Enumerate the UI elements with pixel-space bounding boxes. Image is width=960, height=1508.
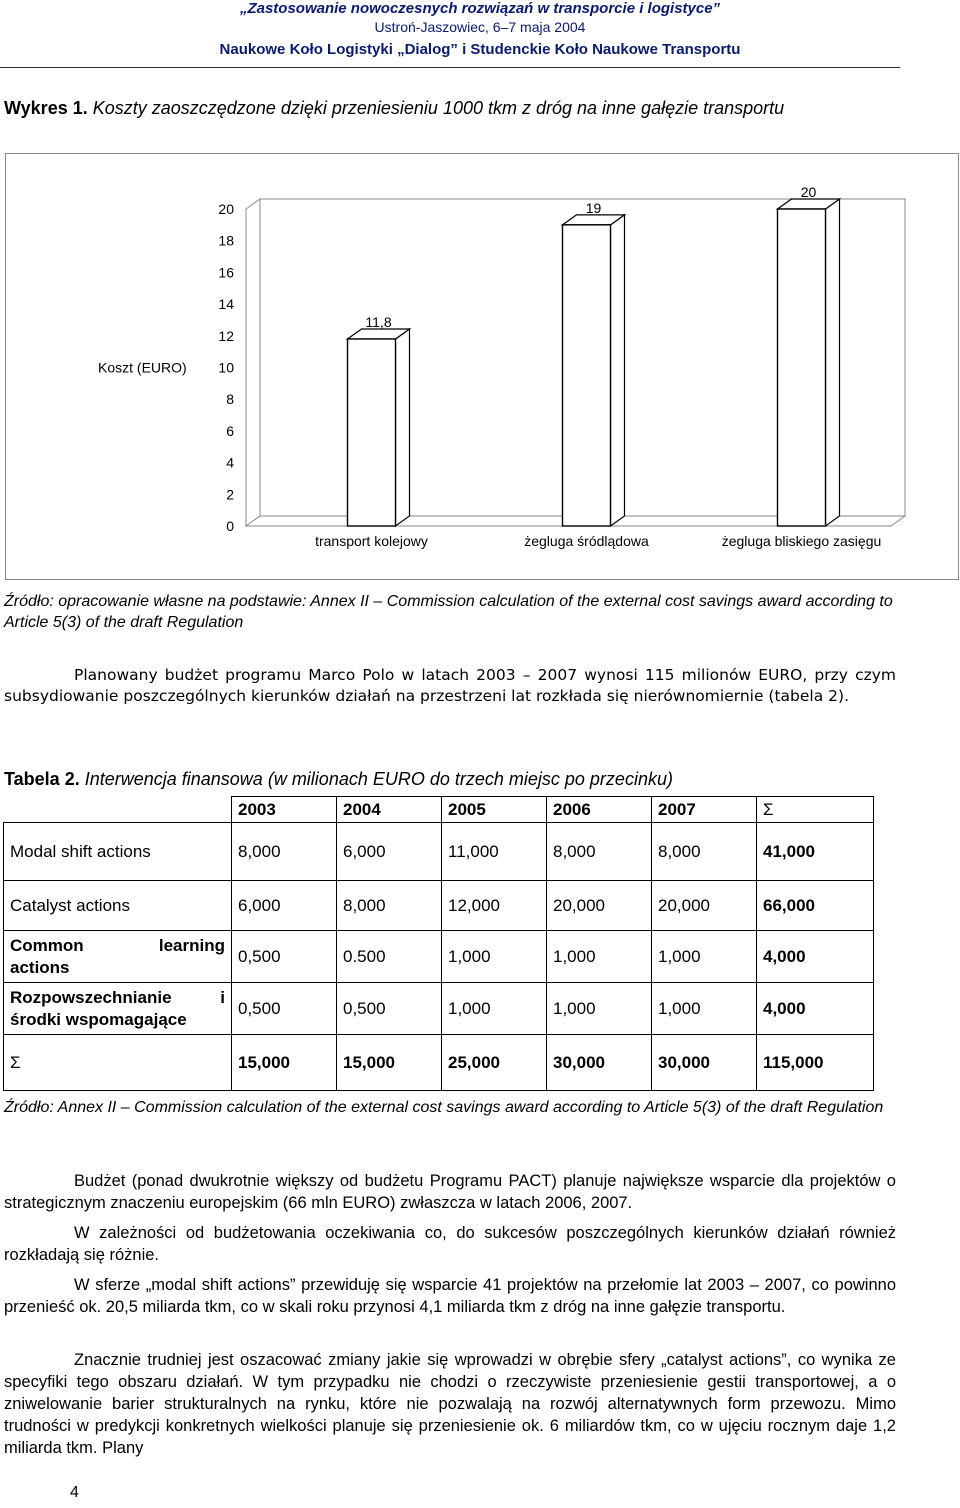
header-rule <box>0 67 900 68</box>
table-row <box>4 881 874 931</box>
y-tick-label: 2 <box>226 486 234 503</box>
bar-chart <box>6 154 958 579</box>
row-label-line: Rozpowszechnianie i <box>10 987 225 1007</box>
conference-place-date: Ustroń-Jaszowiec, 6–7 maja 2004 <box>374 19 586 35</box>
table-cell: 15,000 <box>232 1035 337 1091</box>
table-caption-label: Tabela 2. <box>4 769 80 789</box>
row-label-line: actions <box>10 957 70 977</box>
row-label-line: środki wspomagające <box>10 1009 187 1029</box>
paragraph: Budżet (ponad dwukrotnie większy od budżetu Programu PACT) planuje największe wsparcie dla projektów o strategicznym znaczeniu europejskim (66 mln EURO) zwłaszcza w latach 2006, 2007. <box>4 1172 896 1212</box>
table-row <box>4 823 874 881</box>
data-label: 20 <box>800 184 817 200</box>
total-label: Σ <box>4 1035 232 1091</box>
x-category-label: żegluga śródlądowa <box>524 533 649 549</box>
table-cell: 8,000 <box>547 823 652 881</box>
y-tick-label: 18 <box>218 232 234 249</box>
figure-caption-text: Koszty zaoszczędzone dzięki przeniesieniu 1000 tkm z dróg na inne gałęzie transportu <box>92 98 785 118</box>
row-label-line: Common learning <box>10 935 225 955</box>
table-cell: 0,500 <box>337 983 442 1035</box>
paragraph: Znacznie trudniej jest oszacować zmiany jakie się wprowadzi w obrębie sfery „catalyst actions”, co wynika ze specyfiki tego obszaru działań. W tym przypadku nie chodzi o rzeczywiste przeniesienie gestii transportowej, a o zniwelowanie barier strukturalnych na rynku, które nie pozwalają na rozwój alternatywnych form przewozu. Mimo trudności w predykcji konkretnych wielkości planuje się przeniesienie ok. 6 miliardów tkm, co w ujęciu rocznym daje 1,2 miliarda tkm. Plany <box>4 1351 896 1457</box>
table-cell: 8,000 <box>232 823 337 881</box>
table-cell: 15,000 <box>337 1035 442 1091</box>
figure-caption <box>4 96 899 120</box>
table-cell: 25,000 <box>442 1035 547 1091</box>
bar <box>778 209 826 526</box>
row-label <box>4 983 232 1035</box>
table-cell: 1,000 <box>442 931 547 983</box>
paragraph: W sferze „modal shift actions” przewiduję się wsparcie 41 projektów na przełomie lat 2003 – 2007, co powinno przenieść ok. 20,5 miliarda tkm, co w skali roku przynosi 4,1 miliarda tkm z dróg na inne gałęzie transportu. <box>4 1276 896 1316</box>
y-axis-label: Koszt (EURO) <box>98 359 187 376</box>
data-label: 11,8 <box>365 313 392 330</box>
row-sum: 4,000 <box>757 931 874 983</box>
table-cell: 8,000 <box>337 881 442 931</box>
bar-side <box>396 329 410 526</box>
header-year-2006: 2006 <box>547 797 652 823</box>
chart-side-wall <box>246 199 260 526</box>
table-cell: 1,000 <box>442 983 547 1035</box>
page-number: 4 <box>70 1484 79 1501</box>
x-category-label: żegluga bliskiego zasięgu <box>721 533 882 549</box>
table-cell: 1,000 <box>652 931 757 983</box>
table-cell: 0,500 <box>232 983 337 1035</box>
financial-table <box>3 796 874 1091</box>
conference-title: „Zastosowanie nowoczesnych rozwiązań w transporcie i logistyce” <box>239 0 721 17</box>
row-sum: 66,000 <box>757 881 874 931</box>
table-cell: 20,000 <box>652 881 757 931</box>
bar-side <box>611 215 625 526</box>
table-cell: 20,000 <box>547 881 652 931</box>
y-tick-label: 4 <box>226 454 234 471</box>
table-caption <box>4 769 673 790</box>
table-cell: 6,000 <box>337 823 442 881</box>
table-cell: 8,000 <box>652 823 757 881</box>
table-cell: 0.500 <box>337 931 442 983</box>
figure-caption-label: Wykres 1. <box>4 98 88 118</box>
y-tick-label: 6 <box>226 422 234 439</box>
table-cell: 1,000 <box>547 983 652 1035</box>
organizers: Naukowe Koło Logistyki „Dialog” i Studenckie Koło Naukowe Transportu <box>219 41 741 58</box>
bar <box>563 225 611 526</box>
total-sum: 115,000 <box>757 1035 874 1091</box>
table-cell: 12,000 <box>442 881 547 931</box>
row-label: Catalyst actions <box>4 881 232 931</box>
header-sum: Σ <box>757 797 874 823</box>
table-cell: 11,000 <box>442 823 547 881</box>
row-label: Modal shift actions <box>4 823 232 881</box>
y-tick-label: 10 <box>218 359 234 376</box>
header-year-2005: 2005 <box>442 797 547 823</box>
y-tick-label: 14 <box>218 296 234 313</box>
y-tick-label: 0 <box>226 518 234 534</box>
table-source: Źródło: Annex II – Commission calculation of the external cost savings award according to Article 5(3) of the draft Regulation <box>4 1099 884 1116</box>
paragraph-budget: Planowany budżet programu Marco Polo w latach 2003 – 2007 wynosi 115 milionów EURO, przy czym subsydiowanie poszczególnych kierunków działań na przestrzeni lat rozkłada się nierównomiernie (tabela 2). <box>4 666 896 705</box>
table-total-row <box>4 1035 874 1091</box>
y-tick-label: 12 <box>218 327 234 344</box>
table-cell: 0,500 <box>232 931 337 983</box>
row-sum: 41,000 <box>757 823 874 881</box>
table-header-row <box>4 797 874 823</box>
data-label: 19 <box>585 199 602 216</box>
table-cell: 1,000 <box>652 983 757 1035</box>
bar-side <box>826 199 840 526</box>
table-row <box>4 983 874 1035</box>
row-label <box>4 931 232 983</box>
chart-frame <box>5 153 959 580</box>
table-cell: 6,000 <box>232 881 337 931</box>
header-year-2003: 2003 <box>232 797 337 823</box>
y-tick-label: 8 <box>226 391 234 408</box>
table-caption-text: Interwencja finansowa (w milionach EURO do trzech miejsc po przecinku) <box>84 769 673 789</box>
table-row <box>4 931 874 983</box>
y-tick-label: 20 <box>218 201 234 217</box>
chart-source: Źródło: opracowanie własne na podstawie: Annex II – Commission calculation of the external cost savings award according to Article 5(3) of the draft Regulation <box>4 593 893 631</box>
y-tick-label: 16 <box>218 264 234 281</box>
paragraph: W zależności od budżetowania oczekiwania co, do sukcesów poszczególnych kierunków działań również rozkładają się różnie. <box>4 1224 896 1264</box>
table-cell: 1,000 <box>547 931 652 983</box>
header-empty-cell <box>4 797 232 823</box>
bar <box>348 339 396 526</box>
header-year-2007: 2007 <box>652 797 757 823</box>
x-category-label: transport kolejowy <box>315 533 428 549</box>
header-year-2004: 2004 <box>337 797 442 823</box>
row-sum: 4,000 <box>757 983 874 1035</box>
table-cell: 30,000 <box>547 1035 652 1091</box>
table-cell: 30,000 <box>652 1035 757 1091</box>
